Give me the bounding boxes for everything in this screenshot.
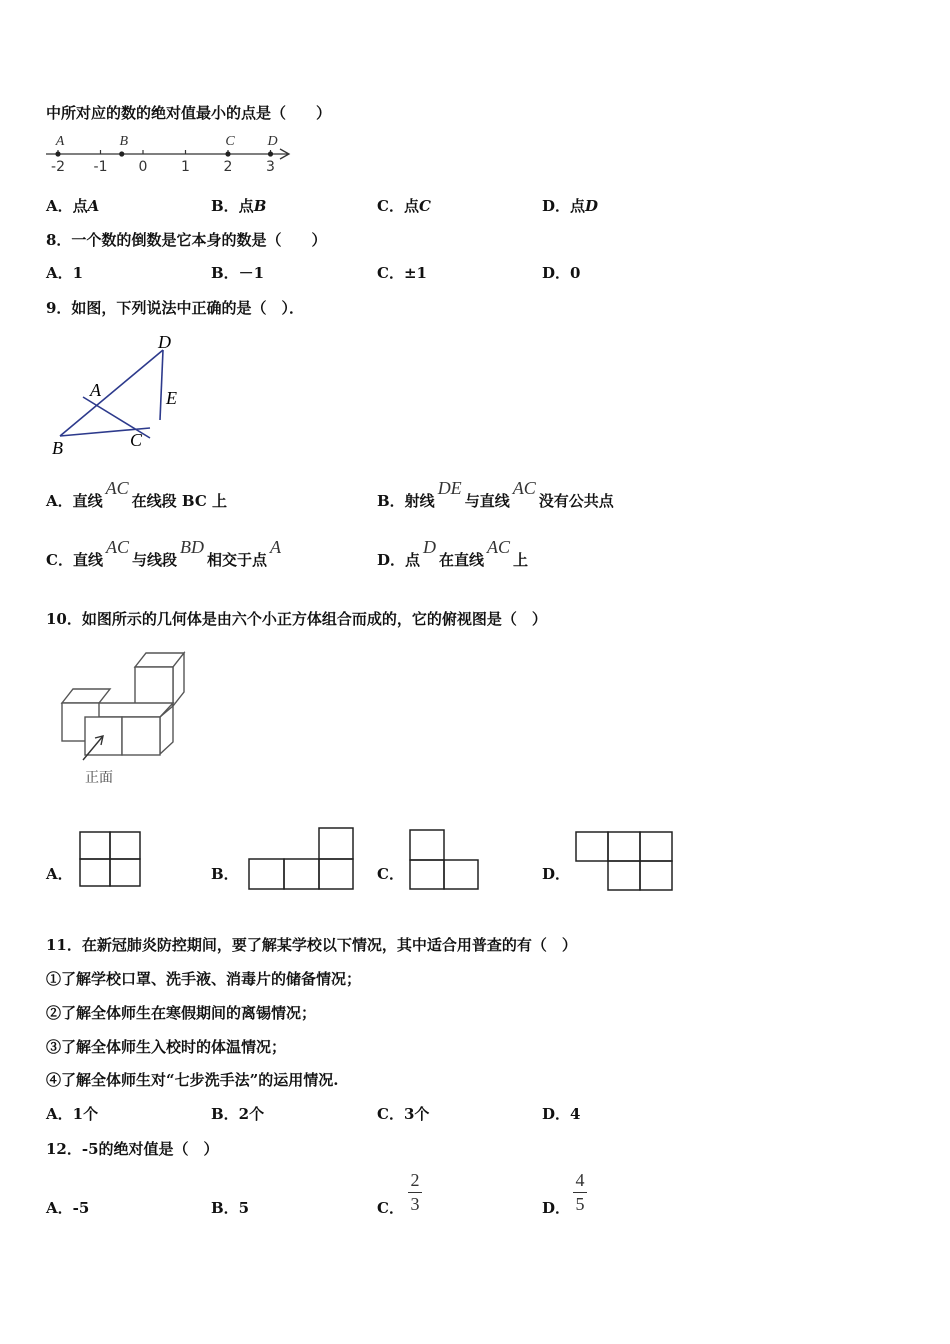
q10-option-c[interactable]: C． bbox=[377, 865, 404, 883]
q8-option-d[interactable]: D．0 bbox=[542, 264, 581, 282]
q12-option-c-fraction bbox=[408, 1170, 422, 1215]
numberline-tick-label: 3 bbox=[266, 159, 275, 175]
numberline-point bbox=[55, 151, 60, 156]
q9-option-b-text-2: 与直线 bbox=[464, 492, 510, 510]
q7-option-d[interactable] bbox=[542, 195, 598, 216]
q8-stem: 8．一个数的倒数是它本身的数是（ ） bbox=[46, 231, 327, 249]
q9-option-a-text-1: A．直线 bbox=[46, 492, 103, 510]
numberline-tick-label: -1 bbox=[93, 159, 108, 175]
q12-option-d[interactable]: D． bbox=[542, 1199, 571, 1217]
q10-option-d[interactable]: D． bbox=[542, 865, 571, 883]
numberline-point bbox=[225, 151, 230, 156]
q7-option-b-text: B．点 bbox=[211, 197, 254, 215]
q10-solid-figure bbox=[55, 650, 195, 790]
q12-option-b[interactable]: B．5 bbox=[211, 1199, 250, 1217]
q12-option-d-numerator: 4 bbox=[575, 1170, 585, 1190]
numberline-point-label: C bbox=[225, 134, 235, 149]
q12-option-c-denominator: 3 bbox=[410, 1194, 420, 1214]
q9-figure bbox=[46, 334, 206, 464]
q9-option-d-text-1: D．点 bbox=[377, 551, 421, 569]
q9-option-b[interactable] bbox=[377, 478, 614, 511]
numberline-tick-label: 1 bbox=[181, 159, 190, 175]
q9-option-c[interactable] bbox=[46, 537, 284, 570]
q7-option-a-var: A bbox=[87, 197, 100, 215]
q9-option-c-text-1: C．直线 bbox=[46, 551, 103, 569]
q10-option-d-figure bbox=[575, 831, 675, 893]
q11-option-a[interactable]: A．1个 bbox=[46, 1105, 99, 1123]
q7-option-a-text: A．点 bbox=[46, 197, 88, 215]
q9-label-d: D bbox=[158, 332, 171, 352]
numberline-tick-label: 0 bbox=[138, 159, 148, 175]
q7-option-c-var: C bbox=[418, 197, 431, 215]
q10-option-b-figure bbox=[248, 827, 356, 891]
numberline-point-label: A bbox=[55, 134, 65, 149]
q8-option-c[interactable]: C．±1 bbox=[377, 264, 427, 282]
q9-option-d-math-2: AC bbox=[487, 537, 511, 557]
q9-option-b-text-3: 没有公共点 bbox=[538, 492, 614, 510]
q9-label-a: A bbox=[90, 380, 101, 400]
q7-option-d-var: D bbox=[585, 197, 599, 215]
numberline-point-label: D bbox=[267, 134, 278, 149]
q9-option-a[interactable] bbox=[46, 478, 227, 511]
q9-option-d-math-1: D bbox=[423, 537, 437, 557]
q10-front-label: 正面 bbox=[85, 770, 113, 786]
numberline-point-label: B bbox=[119, 134, 129, 149]
q12-option-a[interactable]: A．-5 bbox=[46, 1199, 90, 1217]
q7-option-c-text: C．点 bbox=[377, 197, 419, 215]
q8-option-a[interactable]: A．1 bbox=[46, 264, 84, 282]
q11-item-1: ①了解学校口罩、洗手液、消毒片的储备情况； bbox=[46, 970, 362, 988]
q10-option-b[interactable]: B． bbox=[211, 865, 239, 883]
numberline-tick-label: 2 bbox=[223, 159, 233, 175]
q9-stem: 9．如图，下列说法中正确的是（ ）． bbox=[46, 299, 304, 317]
q10-stem: 10．如图所示的几何体是由六个小正方体组合而成的，它的俯视图是（ ） bbox=[46, 610, 547, 628]
q10-option-a[interactable]: A． bbox=[46, 865, 73, 883]
q11-stem: 11．在新冠肺炎防控期间，要了解某学校以下情况，其中适合用普查的有（ ） bbox=[46, 936, 577, 954]
q10-option-c-figure bbox=[409, 829, 481, 891]
numberline-point bbox=[119, 151, 124, 156]
q9-option-b-text-1: B．射线 bbox=[377, 492, 435, 510]
q12-option-d-fraction bbox=[573, 1170, 587, 1215]
q11-option-d[interactable]: D．4 bbox=[542, 1105, 581, 1123]
q12-option-d-denominator: 5 bbox=[575, 1194, 585, 1214]
q12-stem: 12．-5的绝对值是（ ） bbox=[46, 1140, 219, 1158]
q7-option-a[interactable] bbox=[46, 195, 99, 216]
q9-option-d[interactable] bbox=[377, 537, 529, 570]
q9-option-c-text-2: 与线段 bbox=[131, 551, 177, 569]
numberline-tick-label: -2 bbox=[51, 159, 65, 175]
q11-item-2: ②了解全体师生在寒假期间的离锡情况； bbox=[46, 1004, 317, 1022]
q8-option-b[interactable]: B．－1 bbox=[211, 264, 265, 282]
q9-option-a-math-1: AC bbox=[105, 478, 129, 498]
q11-option-c[interactable]: C．3个 bbox=[377, 1105, 430, 1123]
q11-item-4: ④了解全体师生对“七步洗手法”的运用情况. bbox=[46, 1071, 339, 1089]
q9-option-a-text-2: 在线段 BC 上 bbox=[131, 492, 227, 510]
q7-option-c[interactable] bbox=[377, 195, 431, 216]
q9-option-b-math-1: DE bbox=[437, 478, 462, 498]
q9-label-b: B bbox=[52, 438, 63, 458]
q7-option-d-text: D．点 bbox=[542, 197, 586, 215]
q9-option-c-math-3: A bbox=[270, 537, 281, 557]
q7-number-line bbox=[44, 130, 304, 180]
q9-option-b-math-2: AC bbox=[512, 478, 536, 498]
q9-label-c: C bbox=[130, 430, 143, 450]
q9-option-d-text-3: 上 bbox=[513, 551, 529, 569]
q11-option-b[interactable]: B．2个 bbox=[211, 1105, 265, 1123]
q7-stem: 中所对应的数的绝对值最小的点是（ ） bbox=[46, 104, 332, 122]
q12-option-c[interactable]: C． bbox=[377, 1199, 404, 1217]
q10-option-a-figure bbox=[79, 831, 143, 889]
q9-option-c-math-1: AC bbox=[105, 537, 129, 557]
q9-option-c-math-2: BD bbox=[179, 537, 204, 557]
q11-item-3: ③了解全体师生入校时的体温情况； bbox=[46, 1038, 287, 1056]
q9-label-e: E bbox=[166, 388, 177, 408]
q9-option-c-text-3: 相交于点 bbox=[206, 551, 267, 569]
q9-option-d-text-2: 在直线 bbox=[439, 551, 485, 569]
q7-option-b-var: B bbox=[253, 197, 267, 215]
numberline-point bbox=[268, 151, 273, 156]
q12-option-c-numerator: 2 bbox=[410, 1170, 420, 1190]
q7-option-b[interactable] bbox=[211, 195, 266, 216]
